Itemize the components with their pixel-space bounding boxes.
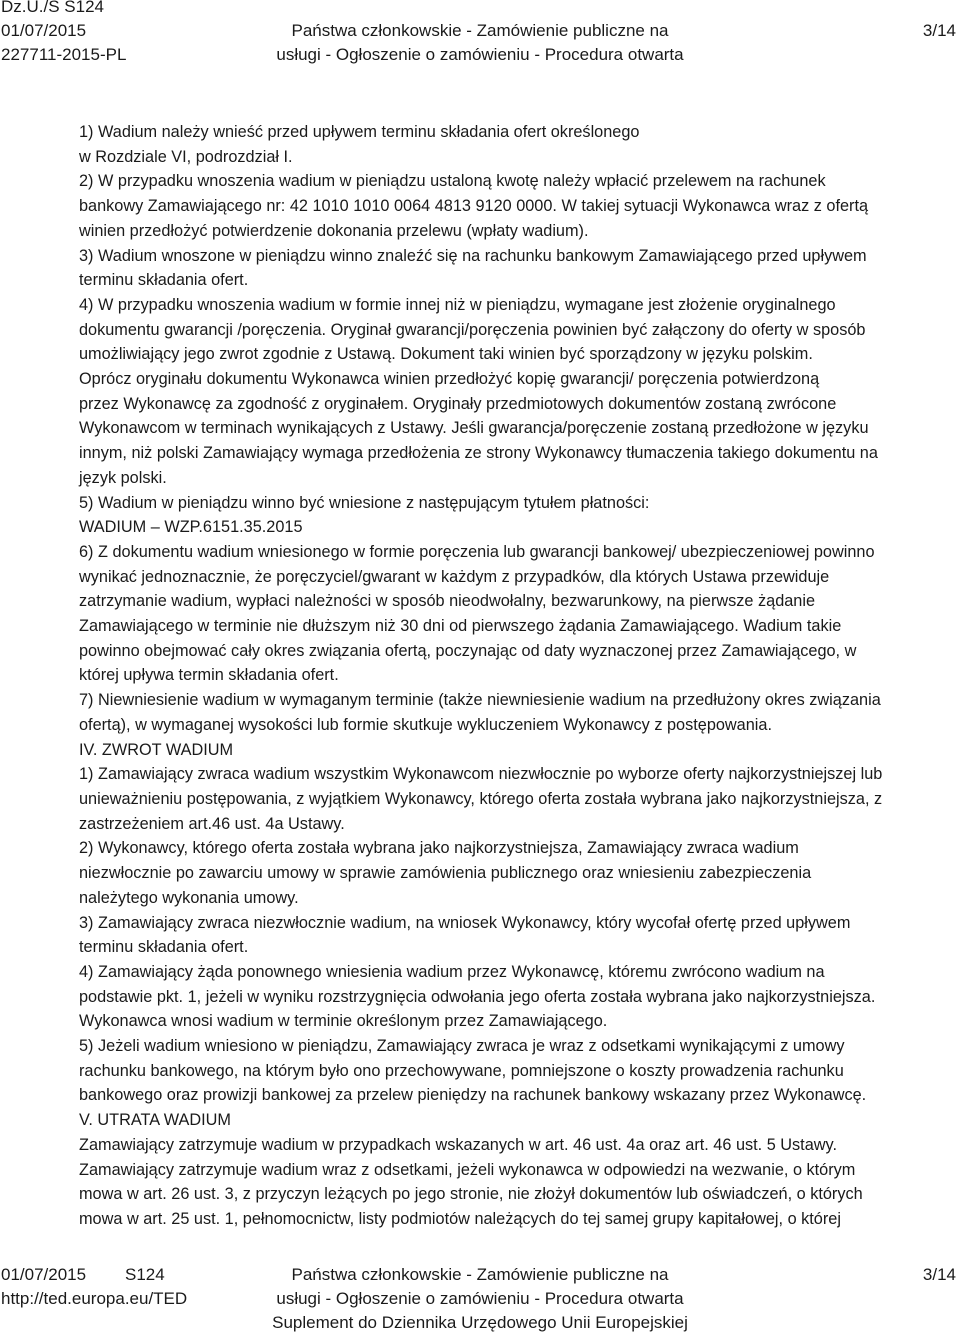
- body-line: dokumentu gwarancji /poręczenia. Oryginał gwarancji/poręczenia powinien być załączony do oferty w sposób: [79, 320, 866, 339]
- body-line: której upływa termin składania ofert.: [79, 666, 339, 685]
- footer-date: 01/07/2015: [1, 1265, 87, 1284]
- body-line: Zamawiający zatrzymuje wadium wraz z odsetkami, jeżeli wykonawca w odpowiedzi na wezwanie, o którym: [79, 1160, 856, 1179]
- body-line: ofertą), w wymaganej wysokości lub formie skutkuje wykluczeniem Wykonawcy z postępowania.: [79, 715, 772, 734]
- body-line: 7) Niewniesienie wadium w wymaganym terminie (także niewniesienie wadium na przedłużony okres związania: [79, 691, 881, 710]
- body-line: zatrzymanie wadium, wypłaci należności w sposób nieodwołalny, bezwarunkowy, na pierwsze żądanie: [79, 592, 816, 611]
- header-title-line1: Państwa członkowskie - Zamówienie publiczne na: [291, 21, 669, 40]
- body-line: w Rozdziale VI, podrozdział I.: [79, 147, 293, 166]
- body-line: wynikać jednoznacznie, że poręczyciel/gwarant w każdym z przypadków, dla których Ustawa przewiduje: [79, 567, 830, 586]
- body-line: język polski.: [79, 468, 167, 487]
- body-line: 2) Wykonawcy, którego oferta została wybrana jako najkorzystniejsza, Zamawiający zwraca wadium: [79, 839, 799, 858]
- body-line: umożliwiający jego zwrot zgodnie z Ustawą. Dokument taki winien być sporządzony w języku polskim.: [79, 345, 813, 364]
- body-line: Wykonawca wnosi wadium w terminie określonym przez Zamawiającego.: [79, 1012, 608, 1031]
- body-line: należytego wykonania umowy.: [79, 888, 299, 907]
- body-line: zastrzeżeniem art.46 ust. 4a Ustawy.: [79, 814, 345, 833]
- body-line: WADIUM – WZP.6151.35.2015: [79, 518, 303, 537]
- body-line: bankowy Zamawiającego nr: 42 1010 1010 0064 4813 9120 0000. W takiej sytuacji Wykonawca wraz z ofertą: [79, 197, 869, 216]
- body-line: 5) Wadium w pieniądzu winno być wniesione z następującym tytułem płatności:: [79, 493, 650, 512]
- body-line: 3) Zamawiający zwraca niezwłocznie wadium, na wniosek Wykonawcy, który wycofał ofertę przed upływem: [79, 913, 851, 932]
- body-line: mowa w art. 25 ust. 1, pełnomocnictw, listy podmiotów należących do tej samej grupy kapitałowej, o której: [79, 1209, 841, 1228]
- body-line: Oprócz oryginału dokumentu Wykonawca winien przedłożyć kopię gwarancji/ poręczenia potwierdzoną: [79, 370, 820, 389]
- header-date: 01/07/2015: [1, 21, 87, 40]
- body-line: 1) Zamawiający zwraca wadium wszystkim Wykonawcom niezwłocznie po wyborze oferty najkorzystniejszej lub: [79, 765, 883, 784]
- body-line: Zamawiającego w terminie nie dłuższym niż 30 dni od pierwszego żądania Zamawiającego. Wadium takie: [79, 617, 842, 636]
- body-line: V. UTRATA WADIUM: [79, 1111, 231, 1130]
- body-line: mowa w art. 26 ust. 3, z przyczyn leżących po jego stronie, nie złożył dokumentów lub oświadczeń, o których: [79, 1185, 863, 1204]
- body-line: 5) Jeżeli wadium wniesiono w pieniądzu, Zamawiający zwraca je wraz z odsetkami wynikającymi z umowy: [79, 1037, 845, 1056]
- document-body: [79, 120, 957, 1232]
- footer-journal: S124: [125, 1265, 165, 1284]
- body-line: 3) Wadium wnoszone w pieniądzu winno znaleźć się na rachunku bankowym Zamawiającego przed upływem: [79, 246, 867, 265]
- body-line: Zamawiający zatrzymuje wadium w przypadkach wskazanych w art. 46 ust. 4a oraz art. 46 ust. 5 Ustawy.: [79, 1135, 837, 1154]
- body-line: terminu składania ofert.: [79, 938, 249, 957]
- header-title-line2: usługi - Ogłoszenie o zamówieniu - Procedura otwarta: [276, 45, 684, 64]
- header-journal: Dz.U./S S124: [1, 0, 104, 16]
- body-line: rachunku bankowego, na którym było ono przechowywane, pomniejszone o koszty prowadzenia rachunku: [79, 1061, 844, 1080]
- body-line: podstawie pkt. 1, jeżeli w wyniku rozstrzygnięcia odwołania jego oferta została wybrana jako najkorzystniejsza.: [79, 987, 876, 1006]
- body-line: 4) Zamawiający żąda ponownego wniesienia wadium przez Wykonawcę, któremu zwrócono wadium na: [79, 962, 825, 981]
- body-line: 6) Z dokumentu wadium wniesionego w formie poręczenia lub gwarancji bankowej/ ubezpieczeniowej powinno: [79, 542, 875, 561]
- body-line: powinno obejmować cały okres związania ofertą, poczynając od daty wyznaczonej przez Zamawiającego, w: [79, 641, 857, 660]
- footer-url-link[interactable]: http://ted.europa.eu/TED: [1, 1289, 188, 1308]
- body-line: przez Wykonawcę za zgodność z oryginałem. Oryginały przedmiotowych dokumentów zostaną zwrócone: [79, 394, 837, 413]
- body-line: unieważnieniu postępowania, z wyjątkiem Wykonawcy, którego oferta została wybrana jako najkorzystniejsza, z: [79, 789, 883, 808]
- body-line: 4) W przypadku wnoszenia wadium w formie innej niż w pieniądzu, wymagane jest złożenie oryginalnego: [79, 295, 836, 314]
- body-line: niezwłocznie po zawarciu umowy w sprawie zamówienia publicznego oraz wniesieniu zabezpieczenia: [79, 864, 812, 883]
- body-line: 2) W przypadku wnoszenia wadium w pieniądzu ustaloną kwotę należy wpłacić przelewem na rachunek: [79, 172, 826, 191]
- body-line: IV. ZWROT WADIUM: [79, 740, 234, 759]
- body-line: bankowego oraz prowizji bankowej za przelew pieniędzy na rachunek bankowy wskazany przez Wykonawcę.: [79, 1086, 867, 1105]
- body-line: Wykonawcom w terminach wynikających z Ustawy. Jeśli gwarancja/poręczenie zostaną przedłożone w języku: [79, 419, 869, 438]
- footer-title-line1: Państwa członkowskie - Zamówienie publiczne na: [291, 1265, 669, 1284]
- body-line: terminu składania ofert.: [79, 271, 249, 290]
- header-page-number: 3/14: [922, 21, 956, 40]
- footer-page-number: 3/14: [922, 1265, 956, 1284]
- body-line: 1) Wadium należy wnieść przed upływem terminu składania ofert określonego: [79, 123, 640, 141]
- header-notice-number: 227711-2015-PL: [1, 45, 127, 64]
- body-line: innym, niż polski Zamawiający wymaga przedłożenia ze strony Wykonawcy tłumaczenia takiego dokumentu na: [79, 444, 878, 463]
- body-line: winien przedłożyć potwierdzenie dokonania przelewu (wpłaty wadium).: [79, 221, 589, 240]
- footer-title-line2: usługi - Ogłoszenie o zamówieniu - Procedura otwarta: [276, 1289, 684, 1308]
- footer-title-line3: Suplement do Dziennika Urzędowego Unii Europejskiej: [272, 1313, 688, 1332]
